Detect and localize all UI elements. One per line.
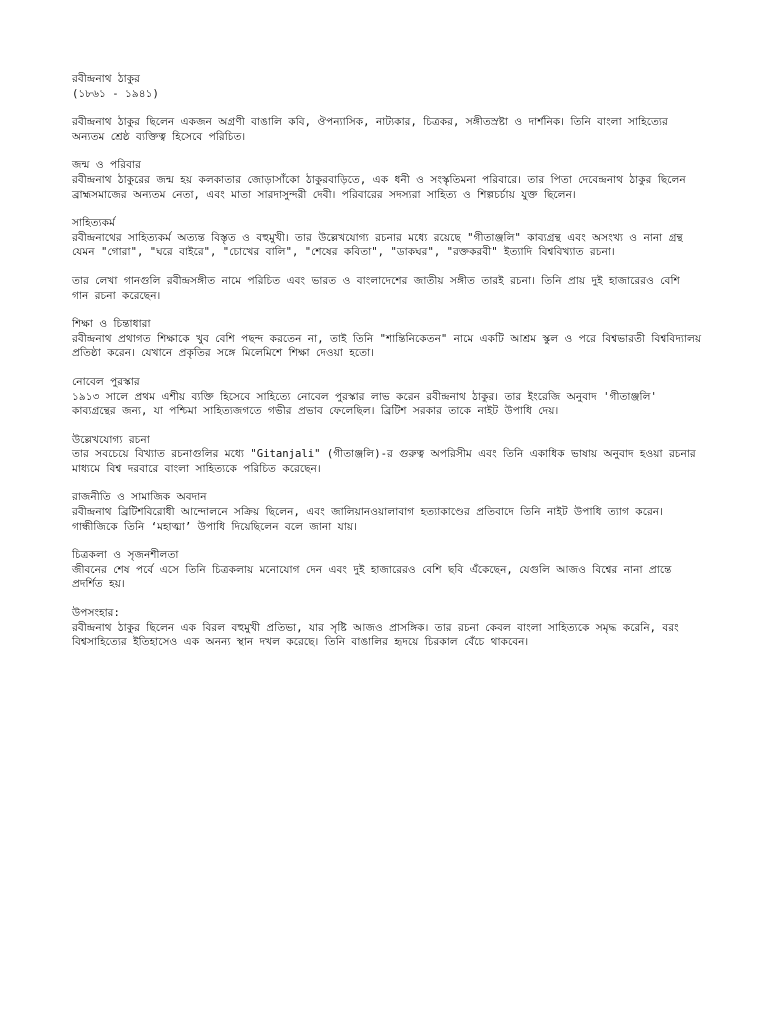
section-paragraph: রবীন্দ্রনাথ ঠাকুর ছিলেন এক বিরল বহুমুখী প্রতিভা, যার সৃষ্টি আজও প্রাসঙ্গিক। তার রচনা কেবল বাংলা সাহিত্যকে সমৃদ্ধ করেনি, বরং বিশ্বসাহিত্যের ইতিহাসেও এক অনন্য স্থান দখল করেছে। তিনি বাঙালির হৃদয়ে চিরকাল বেঁচে থাকবেন। [72,621,686,649]
section-heading: চিত্রকলা ও সৃজনশীলতা [72,549,179,562]
section-paragraph: রবীন্দ্রনাথ ব্রিটিশবিরোধী আন্দোলনে সক্রিয় ছিলেন, এবং জালিয়ানওয়ালাবাগ হত্যাকাণ্ডের প্রতিবাদে তিনি নাইট উপাধি ত্যাগ করেন। গান্ধীজিকে তিনি ‘মহাত্মা’ উপাধি দিয়েছিলেন বলে জানা যায়। [72,506,670,533]
section-paragraph: তার লেখা গানগুলি রবীন্দ্রসঙ্গীত নামে পরিচিত এবং ভারত ও বাংলাদেশের জাতীয় সঙ্গীত তারই রচনা। তিনি প্রায় দুই হাজারেরও বেশি গান রচনা করেছেন। [72,274,687,302]
section-heading: জন্ম ও পরিবার [72,159,141,172]
section-literary-works-continued [72,274,702,303]
section-conclusion [72,606,702,650]
section-painting [72,548,702,592]
intro-section [72,115,702,144]
document-page [72,72,708,664]
section-notable-works [72,433,702,477]
section-heading: উল্লেখযোগ্য রচনা [72,433,150,446]
document-title: রবীন্দ্রনাথ ঠাকুর [72,73,140,85]
section-paragraph: ১৯১৩ সালে প্রথম এশীয় ব্যক্তি হিসেবে সাহিত্যে নোবেল পুরস্কার লাভ করেন রবীন্দ্রনাথ ঠাকুর। তার ইংরেজি অনুবাদ 'গীতাঞ্জলি' কাব্যগ্রন্থের জন্য, যা পশ্চিমা সাহিত্যজগতে গভীর প্রভাব ফেলেছিল। ব্রিটিশ সরকার তাকে নাইট উপাধি দেয়। [72,390,664,418]
document-dates: (১৮৬১ - ১৯৪১) [72,87,159,100]
section-paragraph: তার সবচেয়ে বিখ্যাত রচনাগুলির মধ্যে "Gitanjali" (গীতাঞ্জলি)-র গুরুত্ব অপরিসীম এবং তিনি একাধিক ভাষায় অনুবাদ হওয়া রচনার মাধ্যমে বিশ্ব দরবারে বাংলা সাহিত্যকে পরিচিত করেছেন। [72,448,703,475]
section-heading: রাজনীতি ও সামাজিক অবদান [72,491,207,504]
section-literary-works [72,216,702,260]
intro-paragraph: রবীন্দ্রনাথ ঠাকুর ছিলেন একজন অগ্রণী বাঙালি কবি, ঔপন্যাসিক, নাট্যকার, চিত্রকর, সঙ্গীতস্রষ্টা ও দার্শনিক। তিনি বাংলা সাহিত্যের অন্যতম শ্রেষ্ঠ ব্যক্তিত্ব হিসেবে পরিচিত। [72,116,675,143]
section-paragraph: রবীন্দ্রনাথ প্রথাগত শিক্ষাকে খুব বেশি পছন্দ করতেন না, তাই তিনি "শান্তিনিকেতন" নামে একটি আশ্রম স্কুল ও পরে বিশ্বভারতী বিশ্ববিদ্যালয় প্রতিষ্ঠা করেন। যেখানে প্রকৃতির সঙ্গে মিলেমিশে শিক্ষা দেওয়া হতো। [72,332,708,360]
section-heading: নোবেল পুরস্কার [72,375,140,388]
section-education [72,317,708,361]
section-heading: শিক্ষা ও চিন্তাধারা [72,318,151,331]
section-heading: উপসংহার: [72,607,120,620]
section-paragraph: জীবনের শেষ পর্বে এসে তিনি চিত্রকলায় মনোযোগ দেন এবং দুই হাজারেরও বেশি ছবি এঁকেছেন, যেগুলি আজও বিশ্বের নানা প্রান্তে প্রদর্শিত হয়। [72,563,678,591]
section-politics-society [72,490,702,534]
section-paragraph: রবীন্দ্রনাথের সাহিত্যকর্ম অত্যন্ত বিস্তৃত ও বহুমুখী। তার উল্লেখযোগ্য রচনার মধ্যে রয়েছে "গীতাঞ্জলি" কাব্যগ্রন্থ এবং অসংখ্য ও নানা গ্রন্থ যেমন "গোরা", "ঘরে বাইরে", "চোখের বালি", "শেষের কবিতা", "ডাকঘর", "রক্তকরবী" ইত্যাদি বিশ্ববিখ্যাত রচনা। [72,231,690,259]
section-paragraph: রবীন্দ্রনাথ ঠাকুরের জন্ম হয় কলকাতার জোড়াসাঁকো ঠাকুরবাড়িতে, এক ধনী ও সংস্কৃতিমনা পরিবারে। তার পিতা দেবেন্দ্রনাথ ঠাকুর ছিলেন ব্রাহ্মসমাজের অন্যতম নেতা, এবং মাতা সারদাসুন্দরী দেবী। পরিবারের সদস্যরা সাহিত্য ও শিল্পচর্চায় যুক্ত ছিলেন। [72,173,693,201]
section-birth-family [72,158,702,202]
section-nobel-prize [72,375,702,419]
section-heading: সাহিত্যকর্ম [72,217,115,230]
